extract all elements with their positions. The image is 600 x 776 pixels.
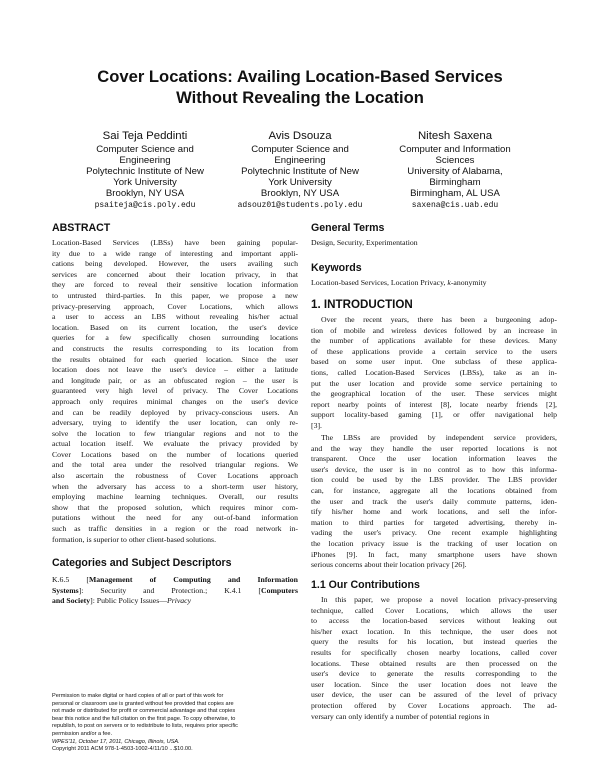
author-email[interactable]: adsouz01@students.poly.edu: [237, 201, 363, 210]
text-line: versary can only identify a number of potential regions in: [311, 711, 490, 721]
abstract-heading: ABSTRACT: [52, 222, 111, 234]
text-line: the number of applications available for these devices. Many: [311, 336, 557, 346]
text-line: user device, the user can be assured of the level of privacy: [311, 690, 557, 700]
text-line: tions, called Location-Based Services (LBSs), take as an in-: [311, 367, 557, 377]
author-email[interactable]: psaiteja@cis.poly.edu: [94, 201, 196, 210]
text-line: based on some user input. One subclass of these applica-: [311, 357, 557, 367]
author-affiliation: Sciences: [435, 155, 475, 166]
text-line: when the adversary has access to a short-term user history,: [52, 481, 298, 491]
text-line: iPhones [9]. In fact, many smartphone users have shown: [311, 549, 557, 559]
text-line: ity due to a wide range of interesting and important appli-: [52, 248, 298, 258]
text-line: transparent. Once the user location information leaves the: [311, 454, 557, 464]
text-line: services are concerned about their location privacy, in that: [52, 269, 298, 279]
text-line: user location. Since the user location does not leave the: [311, 679, 557, 689]
footnote-line: bear this notice and the full citation on the first page. To copy otherwise, to: [52, 715, 236, 722]
author-affiliation: York University: [113, 177, 177, 188]
text-line: his/her exact location. In this technique, the user does not: [311, 626, 557, 636]
general-terms-heading: General Terms: [311, 222, 385, 234]
text-line: solve the location to few triangular regions and not to the: [52, 428, 298, 438]
text-line: of these applications provide a certain service to the users: [311, 346, 557, 356]
text-line: [3].: [311, 420, 322, 430]
author-name: Avis Dsouza: [268, 130, 332, 142]
text-line: location. Based on its current location, the user's device: [52, 322, 298, 332]
abstract-body: [52, 238, 298, 545]
author-name: Sai Teja Peddinti: [102, 130, 188, 142]
author-email[interactable]: saxena@cis.uab.edu: [411, 201, 499, 210]
footnote-copyright: Copyright 2011 ACM 978-1-4503-1002-4/11/10 ...$10.00.: [52, 746, 193, 753]
text-line: can, for instance, aggregate all the locations obtained from: [311, 485, 557, 495]
author-affiliation: Birmingham: [429, 177, 481, 188]
footnote-line: personal or classroom use is granted without fee provided that copies are: [52, 700, 234, 707]
text-line: the location privacy issue is the tracking of user location on: [311, 538, 557, 548]
text-line: and constructs the results corresponding to its location from: [52, 343, 298, 353]
text-line: guaranteed very high level of privacy. The Cover Locations: [52, 386, 298, 396]
categories-body: [52, 575, 298, 607]
author-affiliation: York University: [268, 177, 332, 188]
text-line: and Society]: Public Policy Issues—Privacy: [52, 596, 192, 606]
author-affiliation: Polytechnic Institute of New: [86, 166, 204, 177]
text-line: locations. These obtained results are then processed on the: [311, 658, 557, 668]
text-line: such as traffic densities in a region or the road network in-: [52, 524, 298, 534]
text-line: location does not leave the user's device – either a latitude: [52, 365, 298, 375]
text-line: technique, called Cover Locations, which allows the user: [311, 605, 557, 615]
text-line: queries for a few specifically chosen surrounding locations: [52, 333, 298, 343]
text-line: the user and track the user's daily commute patterns, iden-: [311, 496, 557, 506]
author-affiliation: Birmingham, AL USA: [410, 188, 500, 199]
author-block: [215, 129, 385, 212]
text-line: Cover Locations based on the number of locations queried: [52, 449, 298, 459]
author-affiliation: University of Alabama,: [407, 166, 503, 177]
text-line: and can be readily deployed by privacy-conscious users. An: [52, 407, 298, 417]
text-line: Design, Security, Experimentation: [311, 238, 418, 247]
permission-footnote: [52, 693, 302, 754]
text-line: also ascertain the robustness of Cover Locations approach: [52, 471, 298, 481]
text-line: Location-based Services, Location Privacy, k-anonymity: [311, 278, 487, 287]
text-line: they are forced to reveal their sensitive location information: [52, 280, 298, 290]
text-line: The LBSs are provided by independent service providers,: [321, 433, 557, 442]
text-line: mation to third parties for targeted advertising, thereby in-: [311, 517, 557, 527]
author-block: [370, 129, 540, 212]
text-line: K.6.5 [Management of Computing and Information: [52, 575, 298, 584]
title-line: Without Revealing the Location: [176, 88, 424, 107]
text-line: employing machine learning techniques. Overall, our results: [52, 492, 298, 502]
text-line: show that the proposed solution, which requires minor com-: [52, 502, 298, 512]
footnote-line: permission and/or a fee.: [52, 730, 113, 737]
text-line: adversary, trying to identify the user location, can only re-: [52, 418, 298, 428]
text-line: Over the recent years, there has been a burgeoning adop-: [321, 315, 557, 324]
general-terms-body: [311, 238, 557, 249]
text-line: put the user location and provide some service pertaining to: [311, 378, 557, 388]
text-line: to access the location-based services without leaking out: [311, 616, 557, 626]
author-affiliation: Brooklyn, NY USA: [260, 188, 340, 199]
footnote-venue: WPES'11, October 17, 2011, Chicago, Illinois, USA.: [52, 738, 180, 745]
text-line: tion of mobile and wireless devices followed by an increase in: [311, 325, 557, 335]
text-line: In this paper, we propose a novel location privacy-preserving: [321, 595, 557, 604]
keywords-body: [311, 278, 557, 289]
text-line: a user to access an LBS without revealing his/her actual: [52, 312, 298, 322]
introduction-paragraph: [311, 315, 557, 432]
author-affiliation: Brooklyn, NY USA: [105, 188, 185, 199]
text-line: approach only requires minimal changes on the user's device: [52, 396, 298, 406]
author-name: Nitesh Saxena: [417, 130, 493, 142]
text-line: the results obtained for each queried location. Since the user: [52, 354, 298, 364]
text-line: and the total area under the resolved triangular regions. We: [52, 460, 298, 470]
text-line: vading the user's privacy. One recent example highlighting: [311, 528, 557, 538]
title-line: Cover Locations: Availing Location-Based Services: [97, 67, 503, 86]
text-line: privacy-preserving approach, Cover Locations, which allows: [52, 301, 298, 311]
text-line: results for specifically chosen nearby locations, called cover: [311, 647, 557, 657]
text-line: putations without the need for any out-of-band information: [52, 513, 298, 523]
text-line: tify his/her home and work locations, and sell the infor-: [311, 507, 557, 517]
introduction-heading: 1. INTRODUCTION: [311, 298, 413, 311]
author-affiliation: Computer Science and: [251, 144, 349, 155]
footnote-line: not made or distributed for profit or commercial advantage and that copies: [52, 708, 236, 715]
text-line: the geographical location of the user. These services might: [311, 389, 557, 399]
text-line: tion could be used by the LBS provider. The LBS provider: [311, 475, 557, 485]
footnote-line: Permission to make digital or hard copies of all or part of this work for: [52, 693, 224, 699]
text-line: query the results for his location, but instead queries the: [311, 637, 557, 647]
text-line: support locality-based gaming [1], or offer navigational help: [311, 410, 557, 420]
author-affiliation: Computer Science and: [96, 144, 194, 155]
text-line: and longitude pair, or as an obfuscated region – the user is: [52, 375, 298, 385]
text-line: protection offered by Cover Locations approach. The ad-: [311, 700, 557, 710]
text-line: cations being developed. However, the users availing such: [52, 259, 298, 269]
author-affiliation: Polytechnic Institute of New: [241, 166, 359, 177]
text-line: user's device to generate the results corresponding to the: [311, 669, 557, 679]
text-line: and the way they handle the user reported locations is not: [311, 443, 557, 453]
author-affiliation: Computer and Information: [399, 144, 511, 155]
text-line: serious concerns about their location privacy [26].: [311, 560, 467, 570]
author-block: [60, 129, 230, 212]
introduction-paragraph: [311, 433, 557, 571]
keywords-heading: Keywords: [311, 262, 362, 274]
author-affiliation: Engineering: [119, 155, 171, 166]
text-line: Location-Based Services (LBSs) have been gaining popular-: [52, 238, 298, 247]
contributions-heading: 1.1 Our Contributions: [311, 579, 420, 591]
text-line: Systems]: Security and Protection.; K.4.1 [Computers: [52, 585, 298, 595]
footnote-line: republish, to post on servers or to redistribute to lists, requires prior specific: [52, 723, 238, 730]
categories-heading: Categories and Subject Descriptors: [52, 557, 232, 569]
text-line: to untrusted third-parties. In this paper, we propose a new: [52, 290, 298, 300]
text-line: actual location itself. We evaluate the privacy provided by: [52, 439, 298, 449]
text-line: report nearby points of interest [8], locate nearby friends [2],: [311, 399, 557, 409]
author-affiliation: Engineering: [274, 155, 326, 166]
text-line: formation, is superior to other client-based solutions.: [52, 534, 217, 544]
paper-title: [40, 66, 560, 108]
text-line: user's device, the user is in no control as to how this informa-: [311, 464, 557, 474]
contributions-paragraph: [311, 595, 557, 722]
